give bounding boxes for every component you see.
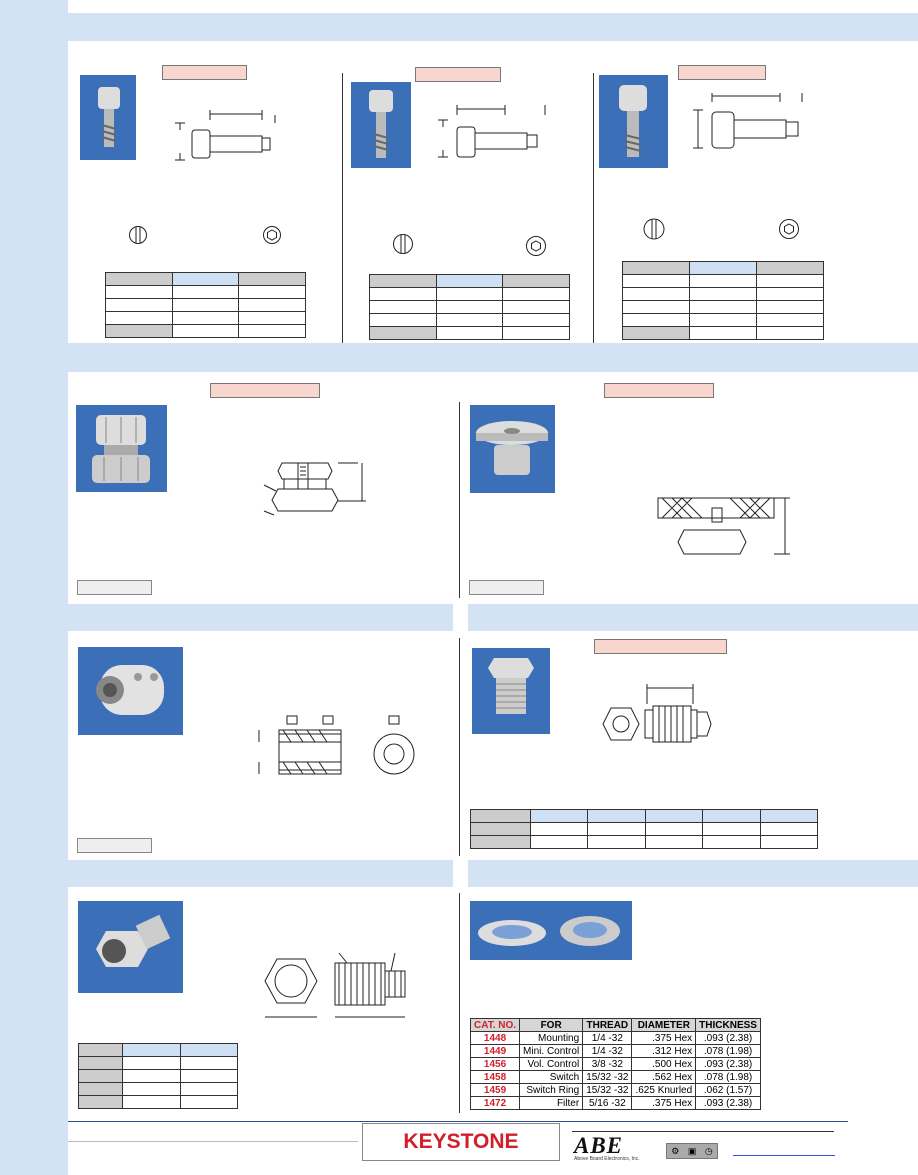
product-photo-reducer (78, 901, 183, 993)
knurled-adapter-drawing (640, 478, 800, 563)
for-cell: Vol. Control (520, 1058, 583, 1071)
cat-no: 1448 (471, 1032, 520, 1045)
cat-no: 1456 (471, 1058, 520, 1071)
thickness-cell: .062 (1.57) (696, 1084, 761, 1097)
catalog-number-box (594, 639, 727, 654)
section-header-band-1 (68, 13, 918, 41)
label-box (77, 580, 152, 595)
thread-cell: 3/8 -32 (583, 1058, 632, 1071)
product-photo-thumb-screw-2 (351, 82, 411, 168)
column-header: DIAMETER (632, 1019, 696, 1032)
section-header-band-3a (68, 604, 453, 631)
catalog-number-box (210, 383, 320, 398)
spec-table-4 (470, 809, 818, 849)
thumb-screw-drawing-1 (170, 105, 280, 165)
catalog-number-box (678, 65, 766, 80)
column-header: FOR (520, 1019, 583, 1032)
table-row (471, 1071, 761, 1084)
footer-rule-thin (68, 1141, 358, 1142)
for-cell: Switch (520, 1071, 583, 1084)
hex-socket-icon (778, 218, 800, 240)
spec-table-5 (78, 1043, 238, 1109)
column-divider (593, 73, 594, 343)
thread-cell: 1/4 -32 (583, 1032, 632, 1045)
product-photo-threaded-adapter (472, 648, 550, 734)
section-header-band-4b (468, 860, 918, 887)
cat-no: 1472 (471, 1097, 520, 1110)
hex-socket-icon (262, 225, 282, 245)
for-cell: Filter (520, 1097, 583, 1110)
thread-cell: 5/16 -32 (583, 1097, 632, 1110)
keystone-logo: KEYSTONE (362, 1123, 560, 1161)
footer-icon-bar[interactable] (666, 1143, 718, 1159)
slot-head-icon (392, 233, 414, 255)
table-row (471, 1058, 761, 1071)
section-header-band-3b (468, 604, 918, 631)
product-photo-hex-adapter (76, 405, 167, 492)
cat-no: 1459 (471, 1084, 520, 1097)
column-header: THREAD (583, 1019, 632, 1032)
diameter-cell: .312 Hex (632, 1045, 696, 1058)
nut-spec-table (470, 1018, 761, 1110)
spec-table-2 (369, 274, 570, 340)
spec-table-1 (105, 272, 306, 338)
table-row (471, 1045, 761, 1058)
abe-logo: ABE Above Board Electronics, Inc. (574, 1133, 640, 1162)
column-header: CAT. NO. (471, 1019, 520, 1032)
thumb-screw-drawing-2 (435, 100, 560, 170)
thread-cell: 15/32 -32 (583, 1071, 632, 1084)
column-divider (342, 73, 343, 343)
diameter-cell: .562 Hex (632, 1071, 696, 1084)
cat-no: 1458 (471, 1071, 520, 1084)
product-photo-thumb-screw-1 (80, 75, 136, 160)
section-header-band-4a (68, 860, 453, 887)
catalog-number-box (415, 67, 501, 82)
slot-head-icon (643, 217, 665, 241)
column-header: THICKNESS (696, 1019, 761, 1032)
reducer-drawing (255, 945, 420, 1030)
gear-icon[interactable]: ⚙ (671, 1145, 680, 1156)
coupler-drawing (255, 702, 435, 787)
hex-adapter-drawing (258, 455, 373, 545)
for-cell: Mini. Control (520, 1045, 583, 1058)
column-divider (459, 893, 460, 1113)
threaded-adapter-drawing (595, 682, 740, 757)
cart-icon[interactable]: ▣ (687, 1145, 697, 1156)
spec-table-3 (622, 261, 824, 340)
catalog-number-box (604, 383, 714, 398)
label-box (77, 838, 152, 853)
thumb-screw-drawing-3 (690, 90, 815, 160)
thickness-cell: .078 (1.98) (696, 1071, 761, 1084)
column-divider (459, 638, 460, 856)
product-photo-thumb-screw-3 (599, 75, 668, 168)
hex-socket-icon (525, 235, 547, 257)
left-margin-bar (0, 0, 68, 1175)
thickness-cell: .093 (2.38) (696, 1032, 761, 1045)
thread-cell: 15/32 -32 (583, 1084, 632, 1097)
footer-rule (68, 1121, 848, 1122)
thickness-cell: .093 (2.38) (696, 1058, 761, 1071)
thickness-cell: .078 (1.98) (696, 1045, 761, 1058)
website-link[interactable] (733, 1155, 835, 1156)
catalog-number-box (162, 65, 247, 80)
product-photo-nuts (470, 901, 632, 960)
slot-head-icon (128, 225, 148, 245)
for-cell: Switch Ring (520, 1084, 583, 1097)
table-row (471, 1097, 761, 1110)
diameter-cell: .500 Hex (632, 1058, 696, 1071)
thickness-cell: .093 (2.38) (696, 1097, 761, 1110)
product-photo-coupler (78, 647, 183, 735)
clock-icon[interactable]: ◷ (704, 1145, 713, 1156)
footer-rule-right (572, 1131, 834, 1132)
diameter-cell: .375 Hex (632, 1032, 696, 1045)
label-box (469, 580, 544, 595)
for-cell: Mounting (520, 1032, 583, 1045)
column-divider (459, 402, 460, 598)
cat-no: 1449 (471, 1045, 520, 1058)
product-photo-knurled-adapter (470, 405, 555, 493)
thread-cell: 1/4 -32 (583, 1045, 632, 1058)
diameter-cell: .375 Hex (632, 1097, 696, 1110)
diameter-cell: .625 Knurled (632, 1084, 696, 1097)
table-row (471, 1032, 761, 1045)
table-row (471, 1084, 761, 1097)
section-header-band-2 (68, 343, 918, 372)
